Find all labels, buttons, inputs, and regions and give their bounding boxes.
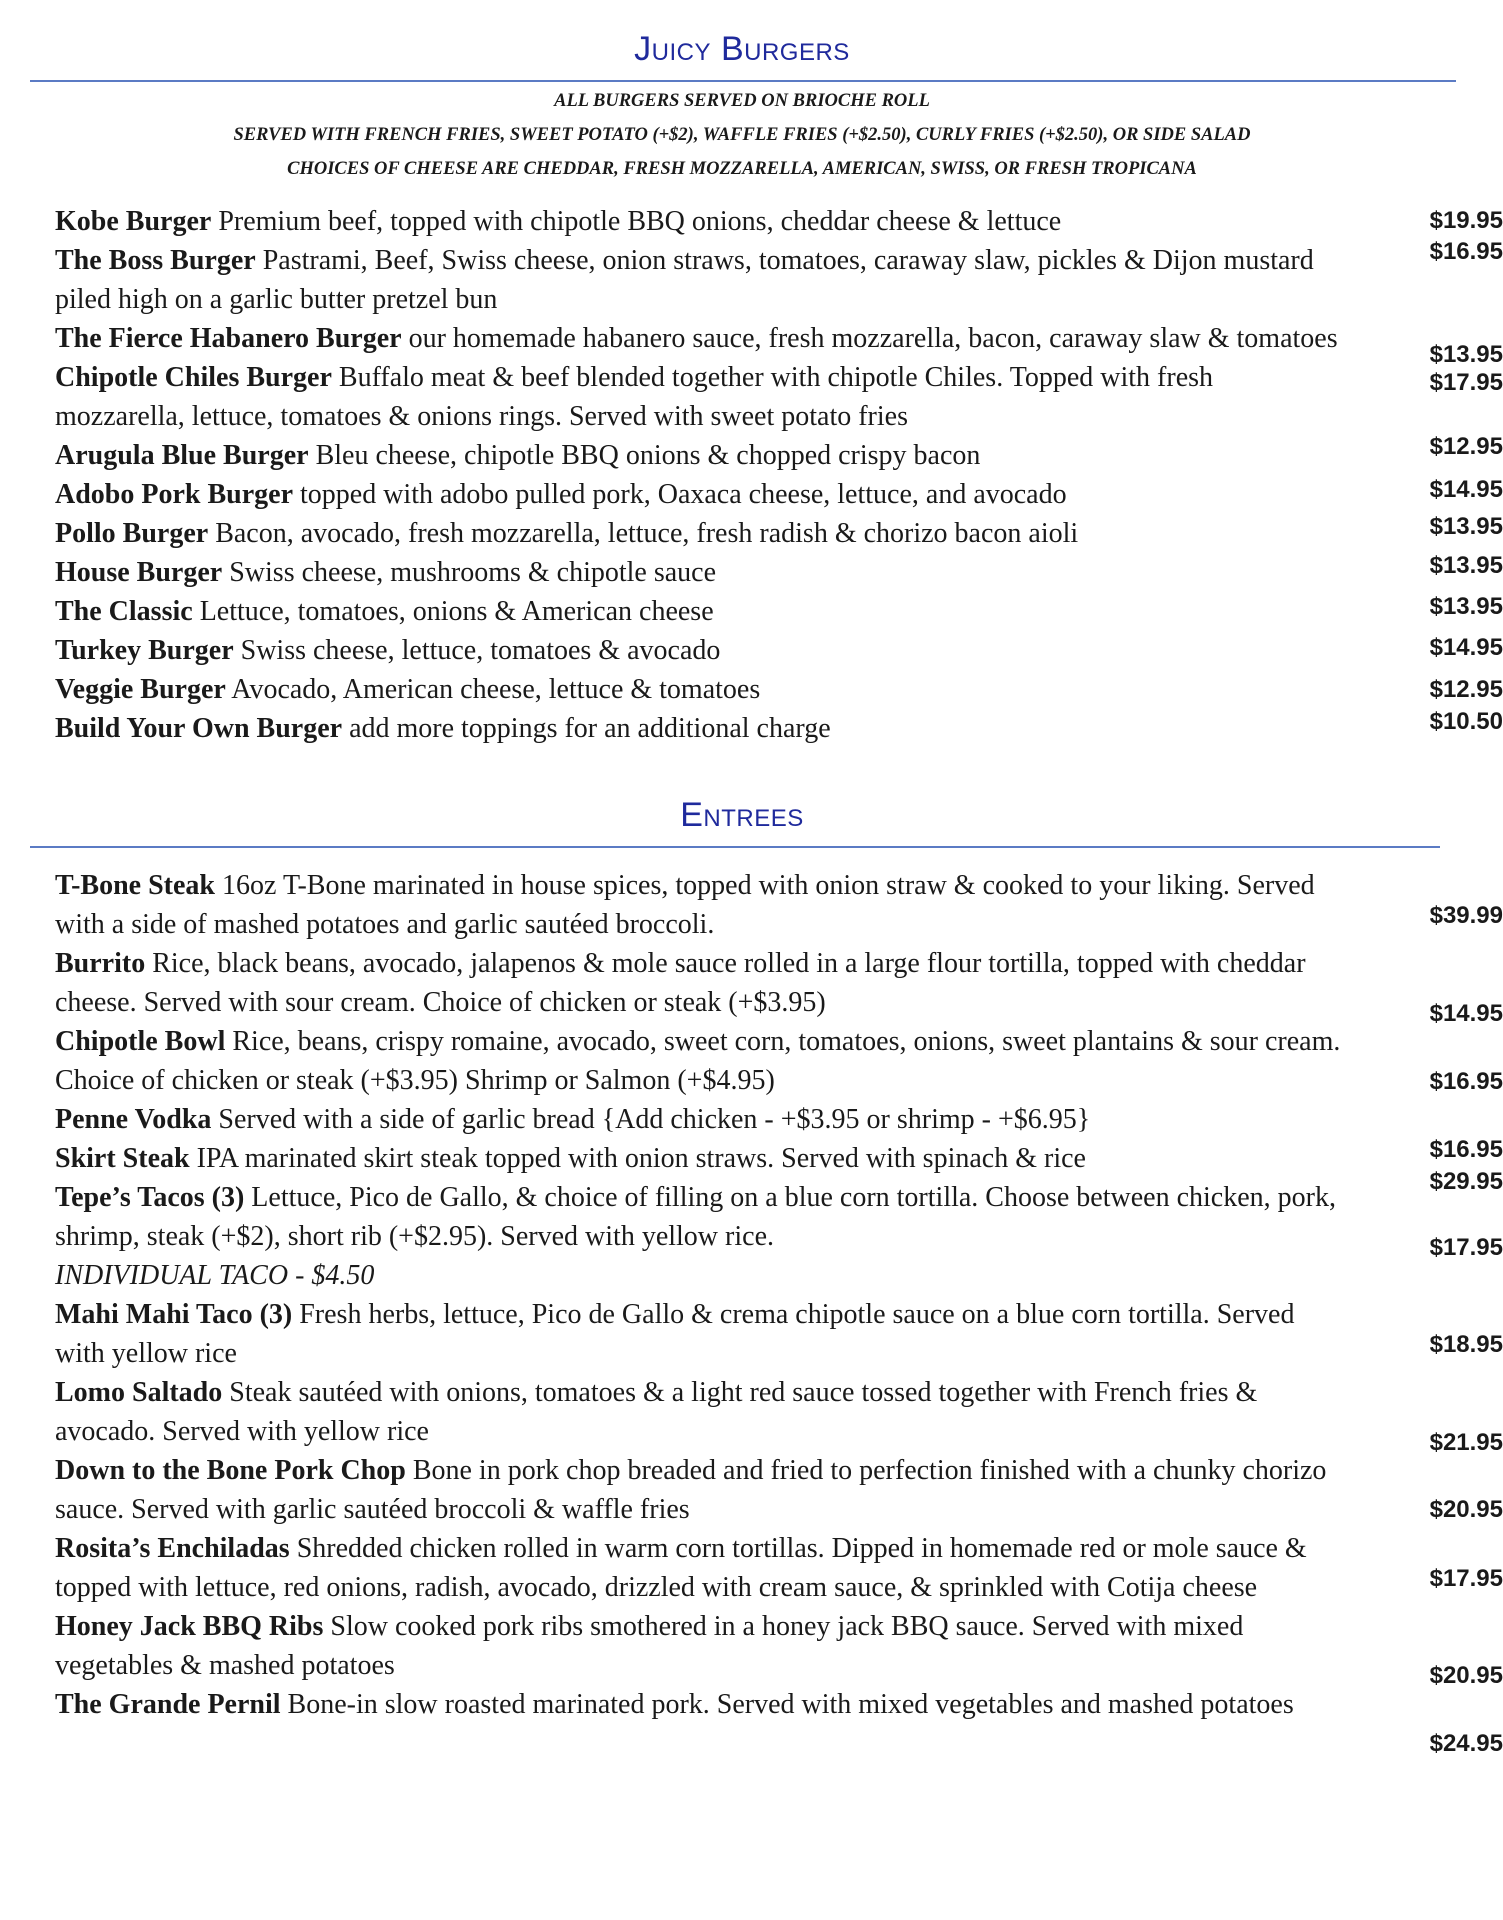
item-description: Bone-in slow roasted marinated pork. Served with mixed vegetables and mashed potatoes (287, 1689, 1294, 1720)
menu-item (55, 475, 1503, 514)
item-name: Turkey Burger (55, 635, 234, 666)
item-price: $12.95 (1429, 676, 1503, 703)
item-price: $24.95 (1429, 1730, 1503, 1757)
item-description: Steak sautéed with onions, tomatoes & a light red sauce tossed together with French fries & avocado. Served with yellow rice (55, 1377, 1258, 1447)
item-description: Bone in pork chop breaded and fried to perfection finished with a chunky chorizo sauce. Served with garlic sautéed broccoli & waffle fries (55, 1455, 1327, 1525)
item-description: Premium beef, topped with chipotle BBQ onions, cheddar cheese & lettuce (218, 206, 1062, 237)
item-price: $29.95 (1429, 1168, 1503, 1195)
menu-item (55, 670, 1503, 709)
item-name: The Fierce Habanero Burger (55, 323, 402, 354)
item-name: Chipotle Chiles Burger (55, 362, 332, 393)
menu-item (55, 1607, 1503, 1689)
item-name: The Grande Pernil (55, 1689, 281, 1720)
item-description: Avocado, American cheese, lettuce & tomatoes (231, 674, 761, 705)
menu-item (55, 319, 1503, 368)
item-name: The Boss Burger (55, 245, 256, 276)
menu-item (55, 1373, 1503, 1456)
item-name: Kobe Burger (55, 206, 212, 237)
entrees-list (55, 866, 1503, 1757)
burgers-heading: Juicy Burgers (634, 30, 850, 68)
item-description: Swiss cheese, lettuce, tomatoes & avocado (240, 635, 721, 666)
burgers-divider (30, 80, 1456, 82)
entrees-divider (30, 846, 1440, 848)
item-name: Pollo Burger (55, 518, 209, 549)
item-price: $13.95 (1429, 593, 1503, 620)
item-price: $12.95 (1429, 433, 1503, 460)
item-name: Rosita’s Enchiladas (55, 1533, 290, 1564)
item-description: Lettuce, tomatoes, onions & American cheese (199, 596, 714, 627)
menu-item (55, 513, 1503, 553)
item-description: 16oz T-Bone marinated in house spices, topped with onion straw & cooked to your liking. Served with a side of mashed potatoes and garlic sautéed broccoli. (55, 870, 1315, 940)
menu-item (55, 1685, 1503, 1757)
item-name: Down to the Bone Pork Chop (55, 1455, 406, 1486)
item-name: Tepe’s Tacos (3) (55, 1182, 245, 1213)
item-name: Burrito (55, 948, 146, 979)
menu-item (55, 202, 1503, 241)
item-description: add more toppings for an additional charge (349, 713, 831, 744)
item-description: Buffalo meat & beef blended together with chipotle Chiles. Topped with fresh mozzarella, lettuce, tomatoes & onions rings. Served with sweet potato fries (55, 362, 1214, 432)
burgers-list (55, 202, 1503, 748)
item-name: House Burger (55, 557, 223, 588)
item-name: Chipotle Bowl (55, 1026, 226, 1057)
item-description: Rice, beans, crispy romaine, avocado, sweet corn, tomatoes, onions, sweet plantains & sour cream. Choice of chicken or steak (+$3.95) Shrimp or Salmon (+$4.95) (55, 1026, 1341, 1096)
menu-item (55, 433, 1503, 475)
menu-item (55, 1451, 1503, 1529)
item-price: $13.95 (1429, 341, 1503, 368)
item-description: Swiss cheese, mushrooms & chipotle sauce (229, 557, 717, 588)
menu-item (55, 631, 1503, 670)
item-description: IPA marinated skirt steak topped with onion straws. Served with spinach & rice (196, 1143, 1086, 1174)
menu-item (55, 944, 1503, 1027)
item-price: $14.95 (1429, 476, 1503, 503)
item-description: Shredded chicken rolled in warm corn tortillas. Dipped in homemade red or mole sauce & topped with lettuce, red onions, radish, avocado, drizzled with cream sauce, & sprinkled with Cotija cheese (55, 1533, 1307, 1603)
item-price: $13.95 (1429, 552, 1503, 579)
menu-item (55, 552, 1503, 592)
note-sides: SERVED WITH FRENCH FRIES, SWEET POTATO (+$2), WAFFLE FRIES (+$2.50), CURLY FRIES (+$2.50), OR SIDE SALAD (233, 125, 1251, 145)
item-price: $21.95 (1429, 1429, 1503, 1456)
item-description: Rice, black beans, avocado, jalapenos & mole sauce rolled in a large flour tortilla, topped with cheddar cheese. Served with sour cream. Choice of chicken or steak (+$3.95) (55, 948, 1306, 1018)
menu-item (55, 1022, 1503, 1100)
item-description: topped with adobo pulled pork, Oaxaca cheese, lettuce, and avocado (300, 479, 1067, 510)
item-price: $19.95 (1429, 207, 1503, 234)
item-price: $14.95 (1429, 1000, 1503, 1027)
item-price: $17.95 (1429, 1234, 1503, 1261)
item-price: $16.95 (1429, 1068, 1503, 1095)
item-price: $39.99 (1429, 902, 1503, 929)
item-description: Served with a side of garlic bread {Add chicken - +$3.95 or shrimp - +$6.95} (218, 1104, 1091, 1135)
menu-item (55, 358, 1503, 436)
item-price: $14.95 (1429, 634, 1503, 661)
item-description: Slow cooked pork ribs smothered in a honey jack BBQ sauce. Served with mixed vegetables & mashed potatoes (55, 1611, 1244, 1681)
item-description: Lettuce, Pico de Gallo, & choice of filling on a blue corn tortilla. Choose between chicken, pork, shrimp, steak (+$2), short rib (+$2.95). Served with yellow rice. (55, 1182, 1336, 1252)
item-name: Arugula Blue Burger (55, 440, 309, 471)
menu-item (55, 1295, 1503, 1373)
item-name: Mahi Mahi Taco (3) (55, 1299, 293, 1330)
item-price: $17.95 (1429, 1565, 1503, 1592)
item-name: Adobo Pork Burger (55, 479, 293, 510)
item-description: Fresh herbs, lettuce, Pico de Gallo & crema chipotle sauce on a blue corn tortilla. Served with yellow rice (55, 1299, 1295, 1369)
burgers-notes (0, 84, 1484, 186)
item-price: $16.95 (1429, 238, 1503, 265)
item-description: Bleu cheese, chipotle BBQ onions & chopped crispy bacon (315, 440, 981, 471)
item-price: $17.95 (1429, 369, 1503, 396)
entrees-heading: Entrees (680, 796, 804, 834)
menu-item (55, 238, 1503, 319)
menu-item (55, 1529, 1503, 1607)
item-price: $18.95 (1429, 1331, 1503, 1358)
item-name: Veggie Burger (55, 674, 226, 705)
item-price: $16.95 (1429, 1136, 1503, 1163)
item-description: our homemade habanero sauce, fresh mozzarella, bacon, caraway slaw & tomatoes (408, 323, 1338, 354)
note-cheese: CHOICES OF CHEESE ARE CHEDDAR, FRESH MOZZARELLA, AMERICAN, SWISS, OR FRESH TROPICANA (287, 159, 1197, 179)
item-name: Lomo Saltado (55, 1377, 223, 1408)
item-price: $20.95 (1429, 1496, 1503, 1523)
item-name: The Classic (55, 596, 193, 627)
item-name: Skirt Steak (55, 1143, 190, 1174)
menu-item (55, 592, 1503, 631)
menu-item (55, 866, 1503, 944)
item-price: $13.95 (1429, 513, 1503, 540)
item-name: T-Bone Steak (55, 870, 216, 901)
item-price: $10.50 (1429, 708, 1503, 735)
item-name: Build Your Own Burger (55, 713, 343, 744)
item-price: $20.95 (1429, 1662, 1503, 1689)
menu-item (55, 708, 1503, 748)
item-description: Bacon, avocado, fresh mozzarella, lettuce, fresh radish & chorizo bacon aioli (215, 518, 1079, 549)
item-name: Penne Vodka (55, 1104, 212, 1135)
item-note: INDIVIDUAL TACO - $4.50 (55, 1260, 375, 1291)
note-roll: ALL BURGERS SERVED ON BRIOCHE ROLL (554, 91, 930, 111)
item-description: Pastrami, Beef, Swiss cheese, onion straws, tomatoes, caraway slaw, pickles & Dijon mustard piled high on a garlic butter pretzel bun (55, 245, 1314, 315)
item-name: Honey Jack BBQ Ribs (55, 1611, 324, 1642)
